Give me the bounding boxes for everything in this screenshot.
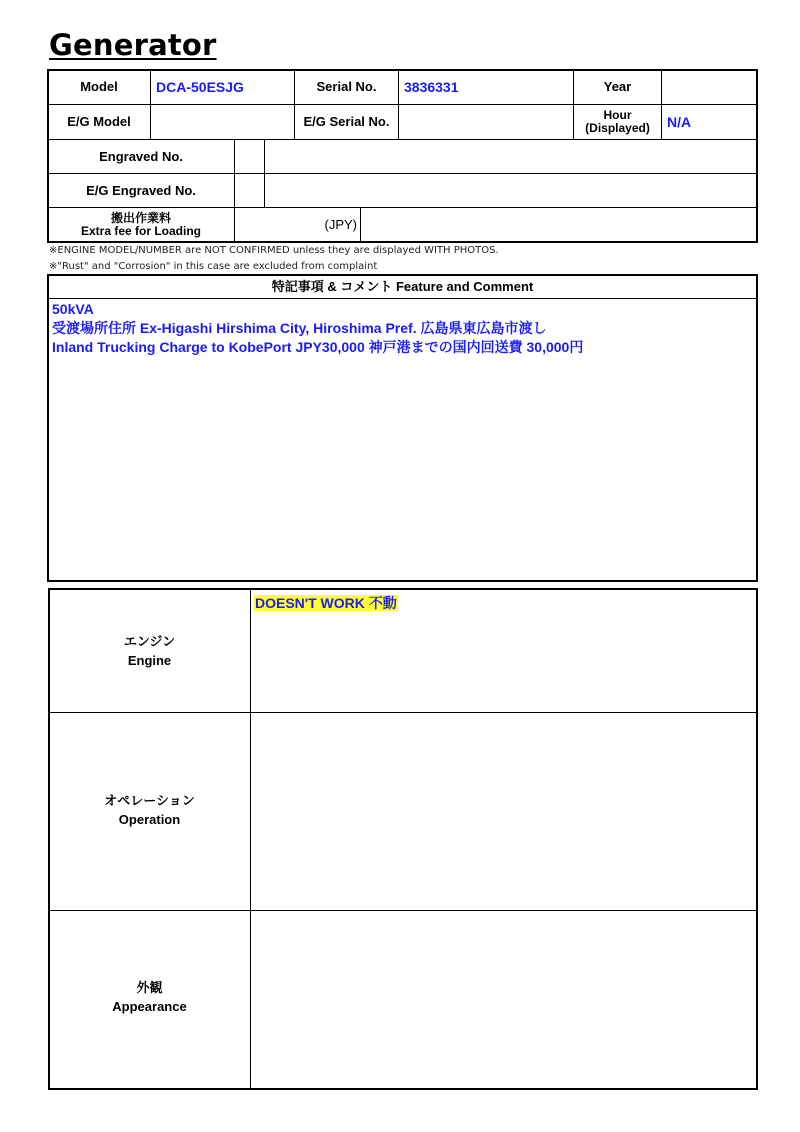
- feature-line-capacity: 50kVA: [52, 301, 94, 317]
- eg-serial-label: E/G Serial No.: [303, 114, 390, 130]
- hour-value: N/A: [667, 114, 692, 130]
- model-label: Model: [80, 79, 118, 95]
- extra-fee-label-jp: 搬出作業料: [110, 210, 171, 225]
- year-label: Year: [603, 79, 632, 95]
- engine-label: [49, 632, 250, 670]
- feature-line-location: 受渡場所住所 Ex-Higashi Hirshima City, Hiroshima Pref. 広島県東広島市渡し: [52, 320, 547, 336]
- eg-serial-value: [404, 105, 573, 139]
- engine-status-highlight: DOESN'T WORK 不動: [255, 595, 397, 611]
- engine-label-en: Engine: [127, 653, 172, 668]
- page-title: Generator: [49, 28, 217, 62]
- engraved-label: Engraved No.: [99, 148, 183, 164]
- note-rust: ※"Rust" and "Corrosion" in this case are excluded from complaint: [49, 261, 378, 272]
- operation-label: [49, 791, 250, 829]
- operation-label-en: Operation: [118, 812, 181, 827]
- feature-line-trucking: Inland Trucking Charge to KobePort JPY30,000 神戸港までの国内回送費 30,000円: [52, 339, 584, 355]
- feature-header: 特記事項 & コメント Feature and Comment: [271, 279, 534, 295]
- extra-fee-label-en: Extra fee for Loading: [80, 224, 202, 238]
- serial-value: 3836331: [404, 79, 459, 95]
- hour-label-line1: Hour: [603, 108, 632, 123]
- eg-model-value: [156, 105, 294, 139]
- year-value: [667, 70, 757, 104]
- feature-comment: [52, 300, 583, 357]
- operation-label-jp: オペレーション: [104, 793, 195, 808]
- eg-model-label: E/G Model: [67, 114, 131, 130]
- appearance-label-jp: 外観: [136, 980, 163, 995]
- hour-label: [574, 105, 661, 139]
- note-engine-confirm: ※ENGINE MODEL/NUMBER are NOT CONFIRMED unless they are displayed WITH PHOTOS.: [49, 245, 499, 256]
- extra-fee-label: [48, 208, 234, 242]
- eg-engraved-label: E/G Engraved No.: [86, 182, 196, 198]
- appearance-label: [49, 978, 250, 1016]
- model-value: DCA-50ESJG: [156, 79, 244, 95]
- appearance-label-en: Appearance: [112, 999, 187, 1014]
- engine-comment: [254, 593, 398, 613]
- hour-label-line2: (Displayed): [585, 121, 650, 135]
- currency-label: (JPY): [324, 217, 357, 233]
- engine-label-jp: エンジン: [123, 634, 176, 649]
- serial-label: Serial No.: [316, 79, 377, 95]
